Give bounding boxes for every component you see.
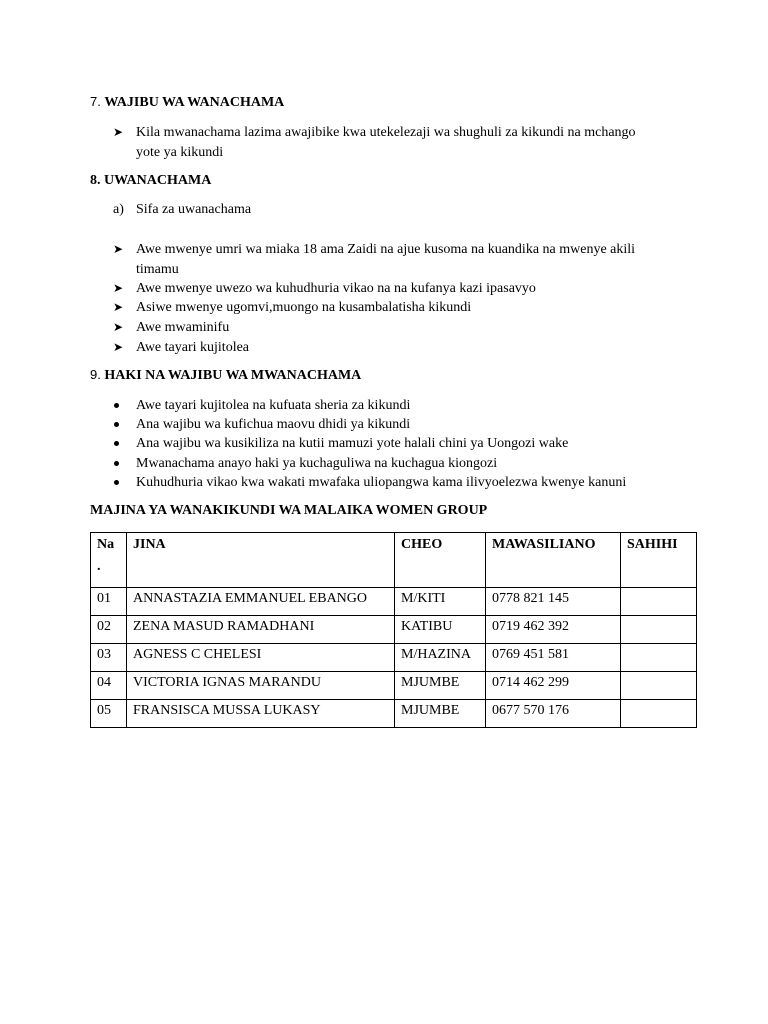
arrow-bullet-icon: ➤: [113, 340, 124, 354]
bullet-dot-icon: [114, 461, 119, 466]
header-number-dot: .: [97, 559, 101, 574]
section-9-item: Kuhudhuria vikao kwa wakati mwafaka uliopangwa kama ilivyoelezwa kwenye kanuni: [136, 475, 627, 490]
member-phone: 0778 821 145: [486, 588, 621, 616]
section-9-heading: [90, 367, 361, 384]
member-signature: [621, 616, 697, 644]
section-8-item: Awe tayari kujitolea: [136, 340, 250, 355]
member-phone: 0714 462 299: [486, 672, 621, 700]
table-row: [91, 700, 697, 728]
table-row: [91, 588, 697, 616]
member-name: VICTORIA IGNAS MARANDU: [127, 672, 395, 700]
member-name: ANNASTAZIA EMMANUEL EBANGO: [127, 588, 395, 616]
member-signature: [621, 588, 697, 616]
members-table-title: MAJINA YA WANAKIKUNDI WA MALAIKA WOMEN GROUP: [90, 503, 488, 518]
section-8-item: Awe mwenye uwezo wa kuhudhuria vikao na na kufanya kazi ipasavyo: [136, 281, 536, 296]
section-7-heading: [90, 94, 284, 111]
member-number: 05: [91, 700, 127, 728]
bullet-dot-icon: [114, 480, 119, 485]
arrow-bullet-icon: ➤: [113, 281, 124, 295]
bullet-dot-icon: [114, 403, 119, 408]
section-9-title: HAKI NA WAJIBU WA MWANACHAMA: [104, 368, 362, 383]
member-signature: [621, 700, 697, 728]
section-8-title: 8. UWANACHAMA: [90, 173, 212, 188]
section-9-item: Ana wajibu wa kufichua maovu dhidi ya kikundi: [136, 417, 411, 432]
section-9-number: 9.: [90, 367, 101, 382]
table-row: [91, 672, 697, 700]
member-position: M/HAZINA: [395, 644, 486, 672]
arrow-bullet-icon: ➤: [113, 300, 124, 314]
table-row: [91, 644, 697, 672]
section-7-title: WAJIBU WA WANACHAMA: [104, 95, 285, 110]
header-number-cell: [91, 533, 127, 588]
member-number: 04: [91, 672, 127, 700]
member-name: ZENA MASUD RAMADHANI: [127, 616, 395, 644]
section-9-item: Awe tayari kujitolea na kufuata sheria za kikundi: [136, 398, 411, 413]
member-position: MJUMBE: [395, 700, 486, 728]
member-name: FRANSISCA MUSSA LUKASY: [127, 700, 395, 728]
member-number: 02: [91, 616, 127, 644]
bullet-dot-icon: [114, 422, 119, 427]
arrow-bullet-icon: ➤: [113, 125, 124, 139]
member-number: 01: [91, 588, 127, 616]
section-8-item: Asiwe mwenye ugomvi,muongo na kusambalatisha kikundi: [136, 300, 472, 315]
member-signature: [621, 672, 697, 700]
section-9-item: Mwanachama anayo haki ya kuchaguliwa na kuchagua kiongozi: [136, 456, 498, 471]
table-header-row: [91, 533, 697, 588]
member-position: MJUMBE: [395, 672, 486, 700]
section-8-item: Awe mwenye umri wa miaka 18 ama Zaidi na ajue kusoma na kuandika na mwenye akili: [136, 242, 636, 257]
table-row: [91, 616, 697, 644]
header-position: CHEO: [395, 533, 486, 588]
member-name: AGNESS C CHELESI: [127, 644, 395, 672]
section-9-item: Ana wajibu wa kusikiliza na kutii mamuzi yote halali chini ya Uongozi wake: [136, 436, 569, 451]
header-signature: SAHIHI: [621, 533, 697, 588]
header-name: JINA: [127, 533, 395, 588]
section-7-item: Kila mwanachama lazima awajibike kwa utekelezaji wa shughuli za kikundi na mchango: [136, 125, 636, 140]
member-phone: 0719 462 392: [486, 616, 621, 644]
section-8-sub-label: Sifa za uwanachama: [136, 202, 252, 217]
section-8-item-continued: timamu: [136, 262, 179, 277]
arrow-bullet-icon: ➤: [113, 242, 124, 256]
member-position: M/KITI: [395, 588, 486, 616]
section-8-item: Awe mwaminifu: [136, 320, 230, 335]
member-number: 03: [91, 644, 127, 672]
section-8-sub-marker: a): [113, 202, 124, 217]
header-number: Na: [97, 537, 115, 552]
arrow-bullet-icon: ➤: [113, 320, 124, 334]
bullet-dot-icon: [114, 441, 119, 446]
section-7-number: 7.: [90, 94, 101, 109]
header-contact: MAWASILIANO: [486, 533, 621, 588]
members-table: [90, 532, 697, 728]
member-signature: [621, 644, 697, 672]
section-7-item-continued: yote ya kikundi: [136, 145, 224, 160]
member-position: KATIBU: [395, 616, 486, 644]
member-phone: 0769 451 581: [486, 644, 621, 672]
member-phone: 0677 570 176: [486, 700, 621, 728]
